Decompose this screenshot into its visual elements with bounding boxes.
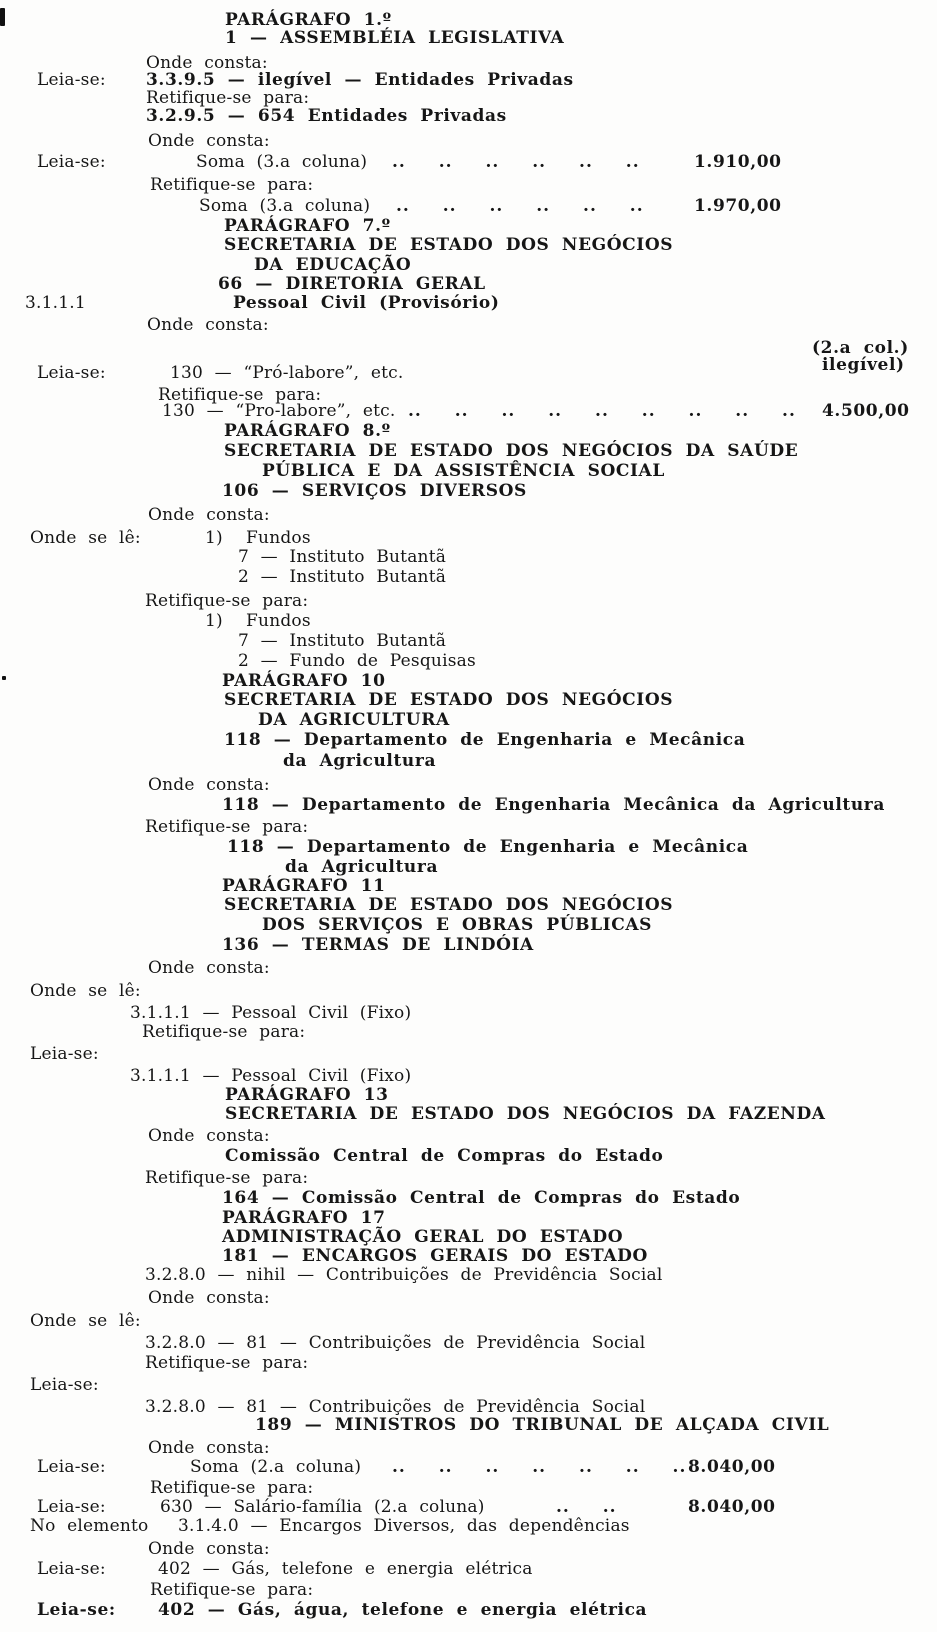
text-span: SECRETARIA DE ESTADO DOS NEGÓCIOS DA SAÚDE bbox=[224, 441, 799, 461]
text-span: PARÁGRAFO 10 bbox=[222, 671, 386, 691]
text-span: 8.040,00 bbox=[688, 1457, 776, 1477]
text-line bbox=[0, 1288, 937, 1308]
text-line bbox=[0, 1397, 937, 1417]
text-line bbox=[0, 131, 937, 151]
text-span: Retifique-se para: bbox=[145, 1353, 309, 1373]
text-line bbox=[0, 837, 937, 857]
text-span: Onde consta: bbox=[148, 1438, 270, 1458]
text-span: 118 — Departamento de Engenharia e Mecânica bbox=[224, 730, 746, 750]
text-line bbox=[0, 216, 937, 236]
text-line bbox=[0, 651, 937, 671]
text-span: 3.1.1.1 — Pessoal Civil (Fixo) bbox=[130, 1066, 412, 1086]
text-line bbox=[0, 1600, 937, 1620]
text-line bbox=[0, 710, 937, 730]
text-span: Soma (3.a coluna) bbox=[196, 152, 368, 172]
text-span: 3.1.1.1 — Pessoal Civil (Fixo) bbox=[130, 1003, 412, 1023]
text-span: .. .. bbox=[556, 1497, 617, 1517]
text-span: PARÁGRAFO 8.º bbox=[224, 421, 391, 441]
text-span: Onde se lê: bbox=[30, 981, 141, 1001]
text-line bbox=[0, 567, 937, 587]
text-line bbox=[0, 70, 937, 90]
text-line bbox=[0, 895, 937, 915]
text-span: da Agricultura bbox=[283, 751, 437, 771]
text-span: Onde consta: bbox=[148, 1539, 270, 1559]
text-line bbox=[0, 1457, 937, 1477]
text-span: Leia-se: bbox=[37, 1600, 116, 1620]
text-span: 3.3.9.5 — ilegível — Entidades Privadas bbox=[146, 70, 574, 90]
text-span: .. .. .. .. .. .. .. .. .. bbox=[408, 401, 796, 421]
text-span: Leia-se: bbox=[37, 152, 106, 172]
text-span: Leia-se: bbox=[37, 363, 106, 383]
text-span: PÚBLICA E DA ASSISTÊNCIA SOCIAL bbox=[262, 461, 665, 481]
text-line bbox=[0, 876, 937, 896]
text-line bbox=[0, 1559, 937, 1579]
text-span: Leia-se: bbox=[37, 1559, 106, 1579]
text-line bbox=[0, 152, 937, 172]
text-span: Soma (2.a coluna) bbox=[190, 1457, 362, 1477]
text-line bbox=[0, 1022, 937, 1042]
text-line bbox=[0, 817, 937, 837]
text-line bbox=[0, 775, 937, 795]
text-span: Onde consta: bbox=[148, 958, 270, 978]
text-span: 4.500,00 bbox=[822, 401, 910, 421]
text-line bbox=[0, 28, 937, 48]
text-span: Onde consta: bbox=[146, 53, 268, 73]
text-span: 130 — “Pro-labore”, etc. bbox=[162, 401, 396, 421]
text-span: 402 — Gás, água, telefone e energia elétrica bbox=[158, 1600, 648, 1620]
text-span: 3.2.9.5 — 654 Entidades Privadas bbox=[146, 106, 507, 126]
text-line bbox=[0, 958, 937, 978]
text-span: 3.1.1.1 bbox=[25, 293, 86, 313]
text-span: DOS SERVIÇOS E OBRAS PÚBLICAS bbox=[262, 915, 653, 935]
text-span: Retifique-se para: bbox=[145, 1168, 309, 1188]
text-line bbox=[0, 1516, 937, 1536]
text-span: Retifique-se para: bbox=[145, 591, 309, 611]
text-span: 1 — ASSEMBLÉIA LEGISLATIVA bbox=[225, 28, 565, 48]
text-line bbox=[0, 1580, 937, 1600]
text-span: 181 — ENCARGOS GERAIS DO ESTADO bbox=[222, 1246, 648, 1266]
text-line bbox=[0, 1415, 937, 1435]
text-span: Retifique-se para: bbox=[146, 88, 310, 108]
text-span: Retifique-se para: bbox=[150, 1478, 314, 1498]
text-span: Onde consta: bbox=[148, 1126, 270, 1146]
text-line bbox=[0, 671, 937, 691]
text-span: Retifique-se para: bbox=[150, 175, 314, 195]
text-line bbox=[0, 1311, 937, 1331]
text-line bbox=[0, 1085, 937, 1105]
text-span: Onde consta: bbox=[148, 131, 270, 151]
text-line bbox=[0, 690, 937, 710]
text-line bbox=[0, 1246, 937, 1266]
text-span: Onde consta: bbox=[148, 1288, 270, 1308]
text-span: SECRETARIA DE ESTADO DOS NEGÓCIOS DA FAZENDA bbox=[225, 1104, 826, 1124]
text-line bbox=[0, 88, 937, 108]
text-span: Leia-se: bbox=[37, 70, 106, 90]
text-span: Leia-se: bbox=[37, 1497, 106, 1517]
text-span: 2 — Instituto Butantã bbox=[238, 567, 447, 587]
text-line bbox=[0, 1539, 937, 1559]
text-line bbox=[0, 611, 937, 631]
text-span: 66 — DIRETORIA GERAL bbox=[218, 274, 486, 294]
text-span: ilegível) bbox=[822, 355, 905, 375]
text-span: 3.2.8.0 — nihil — Contribuições de Previdência Social bbox=[145, 1265, 663, 1285]
text-span: 7 — Instituto Butantã bbox=[238, 547, 447, 567]
text-span: Retifique-se para: bbox=[158, 385, 322, 405]
text-span: 118 — Departamento de Engenharia Mecânica da Agricultura bbox=[222, 795, 885, 815]
text-line bbox=[0, 106, 937, 126]
text-span: Retifique-se para: bbox=[150, 1580, 314, 1600]
text-span: Retifique-se para: bbox=[142, 1022, 306, 1042]
text-span: Onde se lê: bbox=[30, 1311, 141, 1331]
text-span: 189 — MINISTROS DO TRIBUNAL DE ALÇADA CIVIL bbox=[255, 1415, 830, 1435]
text-line bbox=[0, 461, 937, 481]
text-line bbox=[0, 421, 937, 441]
text-line bbox=[0, 915, 937, 935]
text-span: 2 — Fundo de Pesquisas bbox=[238, 651, 476, 671]
text-span: 1.970,00 bbox=[694, 196, 782, 216]
text-line bbox=[0, 274, 937, 294]
text-line bbox=[0, 631, 937, 651]
text-line bbox=[0, 528, 937, 548]
text-span: Leia-se: bbox=[30, 1044, 99, 1064]
text-line bbox=[0, 196, 937, 216]
text-span: PARÁGRAFO 17 bbox=[222, 1208, 386, 1228]
text-span: 3.2.8.0 — 81 — Contribuições de Previdência Social bbox=[145, 1333, 646, 1353]
text-line bbox=[0, 255, 937, 275]
text-span: Onde consta: bbox=[148, 775, 270, 795]
text-span: No elemento bbox=[30, 1516, 149, 1536]
text-span: 164 — Comissão Central de Compras do Estado bbox=[222, 1188, 741, 1208]
text-line bbox=[0, 981, 937, 1001]
text-line bbox=[0, 1044, 937, 1064]
text-line bbox=[0, 315, 937, 335]
text-line bbox=[0, 1104, 937, 1124]
text-span: 130 — “Pró-labore”, etc. bbox=[170, 363, 404, 383]
text-line bbox=[0, 1066, 937, 1086]
text-span: Comissão Central de Compras do Estado bbox=[225, 1146, 664, 1166]
text-span: PARÁGRAFO 13 bbox=[225, 1085, 389, 1105]
scan-artifact bbox=[0, 8, 5, 26]
text-span: ADMINISTRAÇÃO GERAL DO ESTADO bbox=[222, 1227, 624, 1247]
text-span: 136 — TERMAS DE LINDÓIA bbox=[222, 935, 534, 955]
text-line bbox=[0, 795, 937, 815]
text-line bbox=[0, 293, 937, 313]
text-line bbox=[0, 1353, 937, 1373]
text-line bbox=[0, 1227, 937, 1247]
text-line bbox=[0, 441, 937, 461]
text-span: SECRETARIA DE ESTADO DOS NEGÓCIOS bbox=[224, 690, 674, 710]
text-span: Pessoal Civil (Provisório) bbox=[233, 293, 500, 313]
text-span: SECRETARIA DE ESTADO DOS NEGÓCIOS bbox=[224, 895, 674, 915]
text-line bbox=[0, 1438, 937, 1458]
text-line bbox=[0, 401, 937, 421]
text-span: Soma (3.a coluna) bbox=[199, 196, 371, 216]
text-span: PARÁGRAFO 7.º bbox=[224, 216, 391, 236]
text-span: 1) Fundos bbox=[205, 528, 311, 548]
text-line bbox=[0, 235, 937, 255]
text-line bbox=[0, 935, 937, 955]
text-span: DA AGRICULTURA bbox=[258, 710, 450, 730]
text-span: 106 — SERVIÇOS DIVERSOS bbox=[222, 481, 527, 501]
text-line bbox=[0, 1497, 937, 1517]
text-span: .. .. .. .. .. .. bbox=[392, 152, 640, 172]
text-line bbox=[0, 591, 937, 611]
text-span: Leia-se: bbox=[37, 1457, 106, 1477]
text-line bbox=[0, 1003, 937, 1023]
text-line bbox=[0, 1126, 937, 1146]
text-span: (2.a col.) bbox=[812, 338, 909, 358]
text-span: DA EDUCAÇÃO bbox=[254, 255, 412, 275]
text-span: PARÁGRAFO 11 bbox=[222, 876, 386, 896]
text-span: 8.040,00 bbox=[688, 1497, 776, 1517]
text-span: da Agricultura bbox=[285, 857, 439, 877]
text-line bbox=[0, 10, 937, 30]
text-line bbox=[0, 1265, 937, 1285]
text-line bbox=[0, 751, 937, 771]
text-span: Leia-se: bbox=[30, 1375, 99, 1395]
text-line bbox=[0, 1333, 937, 1353]
text-line bbox=[0, 175, 937, 195]
text-line bbox=[0, 1375, 937, 1395]
text-line bbox=[0, 1146, 937, 1166]
text-span: 7 — Instituto Butantã bbox=[238, 631, 447, 651]
text-line bbox=[0, 857, 937, 877]
text-span: 3.1.4.0 — Encargos Diversos, das dependências bbox=[178, 1516, 630, 1536]
text-line bbox=[0, 1188, 937, 1208]
scan-artifact bbox=[2, 676, 6, 680]
text-span: 3.2.8.0 — 81 — Contribuições de Previdência Social bbox=[145, 1397, 646, 1417]
text-line bbox=[0, 1168, 937, 1188]
text-line bbox=[0, 505, 937, 525]
text-line bbox=[0, 547, 937, 567]
text-span: Retifique-se para: bbox=[145, 817, 309, 837]
text-line bbox=[0, 730, 937, 750]
text-line bbox=[0, 481, 937, 501]
text-span: SECRETARIA DE ESTADO DOS NEGÓCIOS bbox=[224, 235, 674, 255]
text-line bbox=[0, 1478, 937, 1498]
text-span: .. .. .. .. .. .. bbox=[396, 196, 644, 216]
text-span: 118 — Departamento de Engenharia e Mecânica bbox=[227, 837, 749, 857]
text-span: 1) Fundos bbox=[205, 611, 311, 631]
text-span: .. .. .. .. .. .. .. bbox=[392, 1457, 687, 1477]
text-span: 630 — Salário-família (2.a coluna) bbox=[160, 1497, 485, 1517]
text-span: Onde consta: bbox=[147, 315, 269, 335]
text-span: 1.910,00 bbox=[694, 152, 782, 172]
text-line bbox=[0, 1208, 937, 1228]
text-span: 402 — Gás, telefone e energia elétrica bbox=[158, 1559, 533, 1579]
text-span: Onde consta: bbox=[148, 505, 270, 525]
text-line bbox=[0, 363, 937, 383]
text-span: PARÁGRAFO 1.º bbox=[225, 10, 392, 30]
text-span: Onde se lê: bbox=[30, 528, 141, 548]
